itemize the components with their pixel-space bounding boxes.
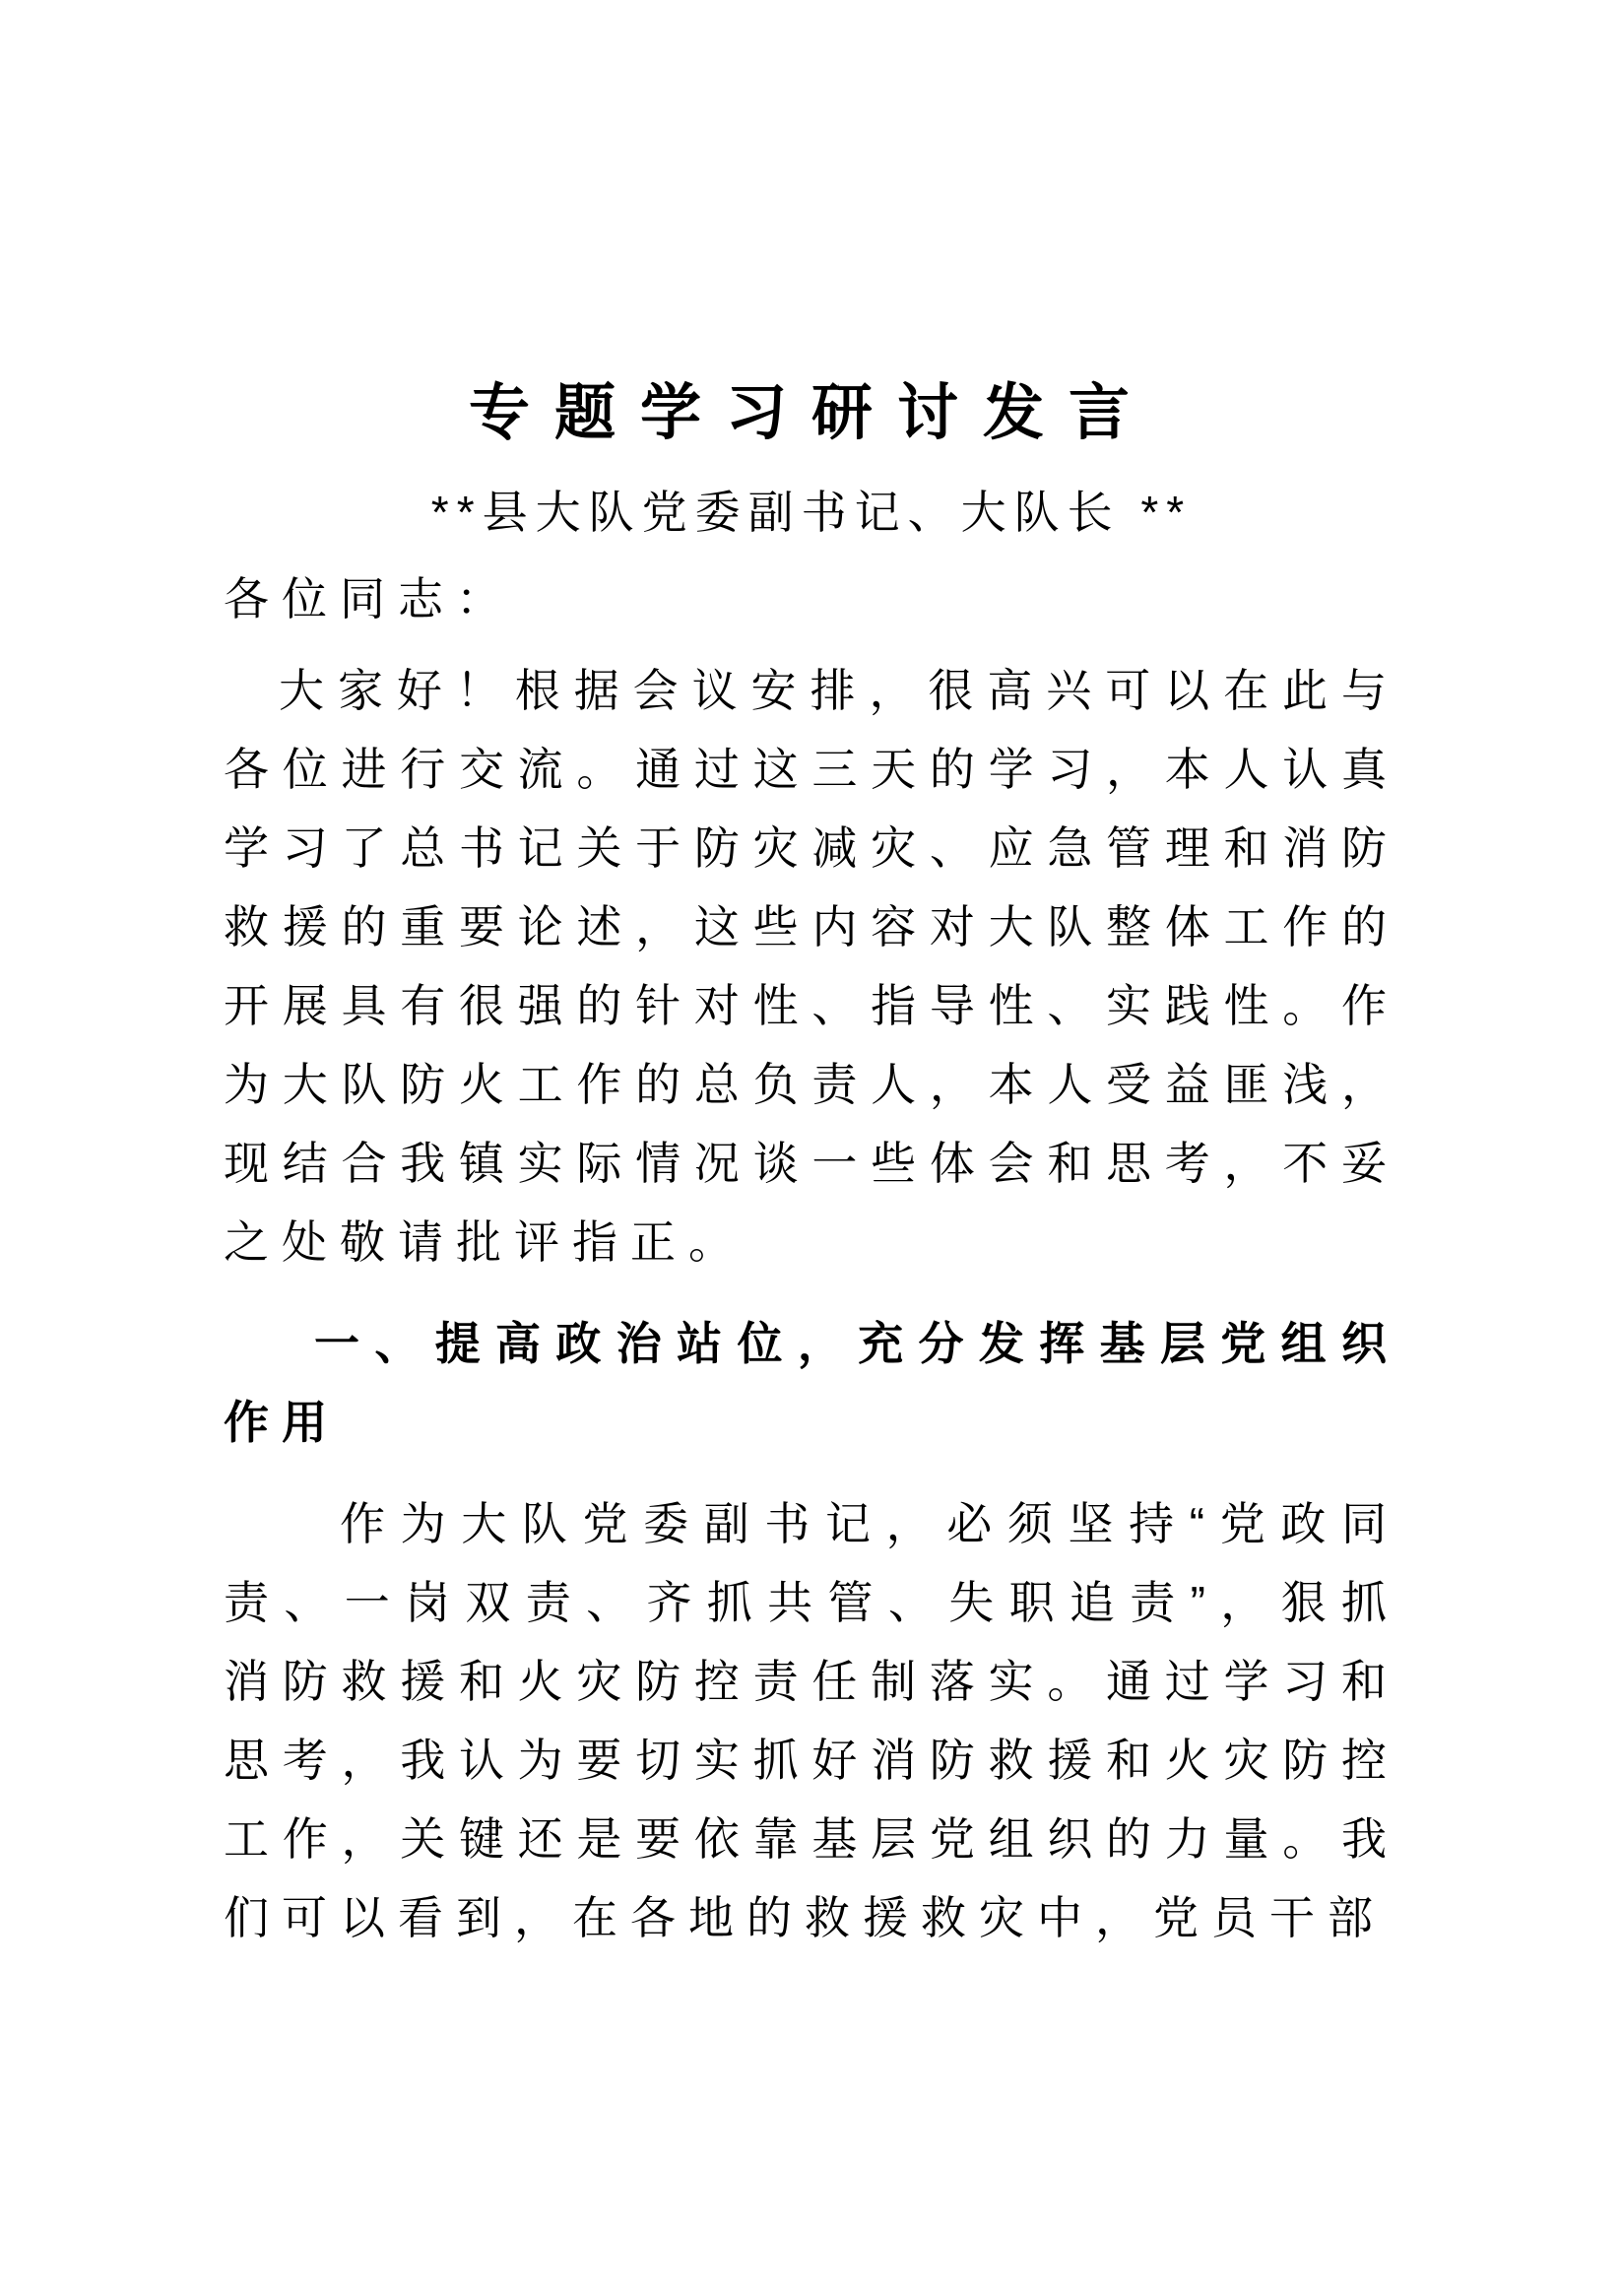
document-content <box>224 0 1399 1957</box>
salutation-line: 各位同志： <box>224 573 514 624</box>
document-subtitle: **县大队党委副书记、大队长 ** <box>430 487 1193 538</box>
document-title: 专题学习研讨发言 <box>468 379 1154 447</box>
section-heading-1: 一、提高政治站位，充分发挥基层党组织作用 <box>224 1318 1399 1448</box>
paragraph-section-1-body: 作为大队党委副书记，必须坚持“党政同责、一岗双责、齐抓共管、失职追责”，狠抓消防救援和火灾防控责任制落实。通过学习和思考，我认为要切实抓好消防救援和火灾防控工作，关键还是要依靠基层党组织的力量。我们可以看到，在各地的救援救灾中，党员干部 <box>224 1498 1399 1943</box>
paragraph-intro: 大家好！根据会议安排，很高兴可以在此与各位进行交流。通过这三天的学习，本人认真学习了总书记关于防灾减灾、应急管理和消防救援的重要论述，这些内容对大队整体工作的开展具有很强的针对性、指导性、实践性。作为大队防火工作的总负责人，本人受益匪浅，现结合我镇实际情况谈一些体会和思考，不妥之处敬请批评指正。 <box>224 665 1399 1268</box>
